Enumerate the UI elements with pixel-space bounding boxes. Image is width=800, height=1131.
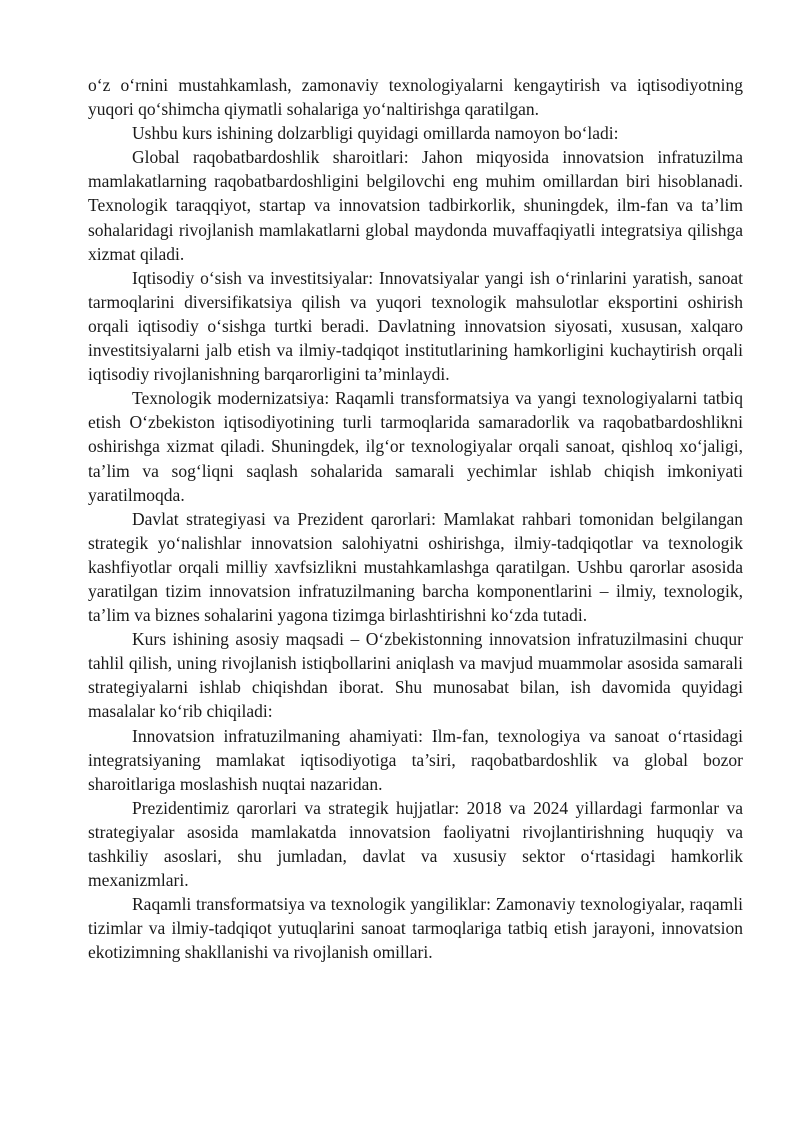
paragraph-infrastructure-importance: Innovatsion infratuzilmaning ahamiyati: Ilm-fan, texnologiya va sanoat o‘rtasidagi integratsiyaning mamlakat iqtisodiyotiga ta’siri, raqobatbardoshlik va global bozor sharoitlariga moslashish nuqtai nazaridan. [88,725,743,794]
paragraph-tech-modernization: Texnologik modernizatsiya: Raqamli transformatsiya va yangi texnologiyalarni tatbiq etish O‘zbekiston iqtisodiyotining turli tarmoqlarida samaradorlik va raqobatbardoshlikni oshirishga xizmat qiladi. Shuningdek, ilg‘or texnologiyalar orqali sanoat, qishloq xo‘jaligi, ta’lim va sog‘liqni saqlash sohalarida samarali yechimlar ishlab chiqish imkoniyati yaratilmoqda. [88,388,743,505]
paragraph-digital-transformation: Raqamli transformatsiya va texnologik yangiliklar: Zamonaviy texnologiyalar, raqamli tizimlar va ilmiy-tadqiqot yutuqlarini sanoat tarmoqlariga tatbiq etish jarayoni, innovatsion ekotizimning shakllanishi va rivojlanish omillari. [88,894,743,963]
paragraph-state-strategy: Davlat strategiyasi va Prezident qarorlari: Mamlakat rahbari tomonidan belgilangan strategik yo‘nalishlar innovatsion salohiyatni oshirishga, ilmiy-tadqiqotlar va texnologik kashfiyotlar orqali milliy xavfsizlikni mustahkamlashga qaratilgan. Ushbu qarorlar asosida yaratilgan tizim innovatsion infratuzilmaning barcha komponentlarini – ilmiy, texnologik, ta’lim va biznes sohalarini yagona tizimga birlashtirishni ko‘zda tutadi. [88,508,743,626]
paragraph-relevance-intro: Ushbu kurs ishining dolzarbligi quyidagi omillarda namoyon bo‘ladi: [132,123,619,144]
paragraph-continuation: o‘z o‘rnini mustahkamlash, zamonaviy texnologiyalarni kengaytirish va iqtisodiyotning yuqori qo‘shimcha qiymatli sohalariga yo‘naltirishga qaratilgan. [88,75,743,120]
paragraph-economic-growth: Iqtisodiy o‘sish va investitsiyalar: Innovatsiyalar yangi ish o‘rinlarini yaratish, sanoat tarmoqlarini diversifikatsiya qilish va yuqori texnologik mahsulotlar eksportini oshirish orqali iqtisodiy o‘sishga turtki beradi. Davlatning innovatsion siyosati, xususan, xalqaro investitsiyalarni jalb etish va ilmiy-tadqiqot institutlarining hamkorligini kuchaytirish orqali iqtisodiy rivojlanishning barqarorligini ta’minlaydi. [88,267,743,385]
paragraph-global-competitiveness: Global raqobatbardoshlik sharoitlari: Jahon miqyosida innovatsion infratuzilma mamlakatlarning raqobatbardoshligini belgilovchi eng muhim omillardan biri hisoblanadi. Texnologik taraqqiyot, startap va innovatsion tadbirkorlik, shuningdek, ilm-fan va ta’lim sohalaridagi rivojlanish mamlakatlarni global maydonda muvaffaqiyatli integratsiya qilishga xizmat qiladi. [88,147,743,264]
paragraph-presidential-decrees: Prezidentimiz qarorlari va strategik hujjatlar: 2018 va 2024 yillardagi farmonlar va strategiyalar asosida mamlakatda innovatsion faoliyatni rivojlantirishning huquqiy va tashkiliy asoslari, shu jumladan, davlat va xususiy sektor o‘rtasidagi hamkorlik mexanizmlari. [88,797,743,891]
document-page [88,73,743,964]
paragraph-main-goal: Kurs ishining asosiy maqsadi – O‘zbekistonning innovatsion infratuzilmasini chuqur tahlil qilish, uning rivojlanish istiqbollarini aniqlash va mavjud muammolar asosida samarali strategiyalarni ishlab chiqishdan iborat. Shu munosabat bilan, ish davomida quyidagi masalalar ko‘rib chiqiladi: [88,629,743,722]
